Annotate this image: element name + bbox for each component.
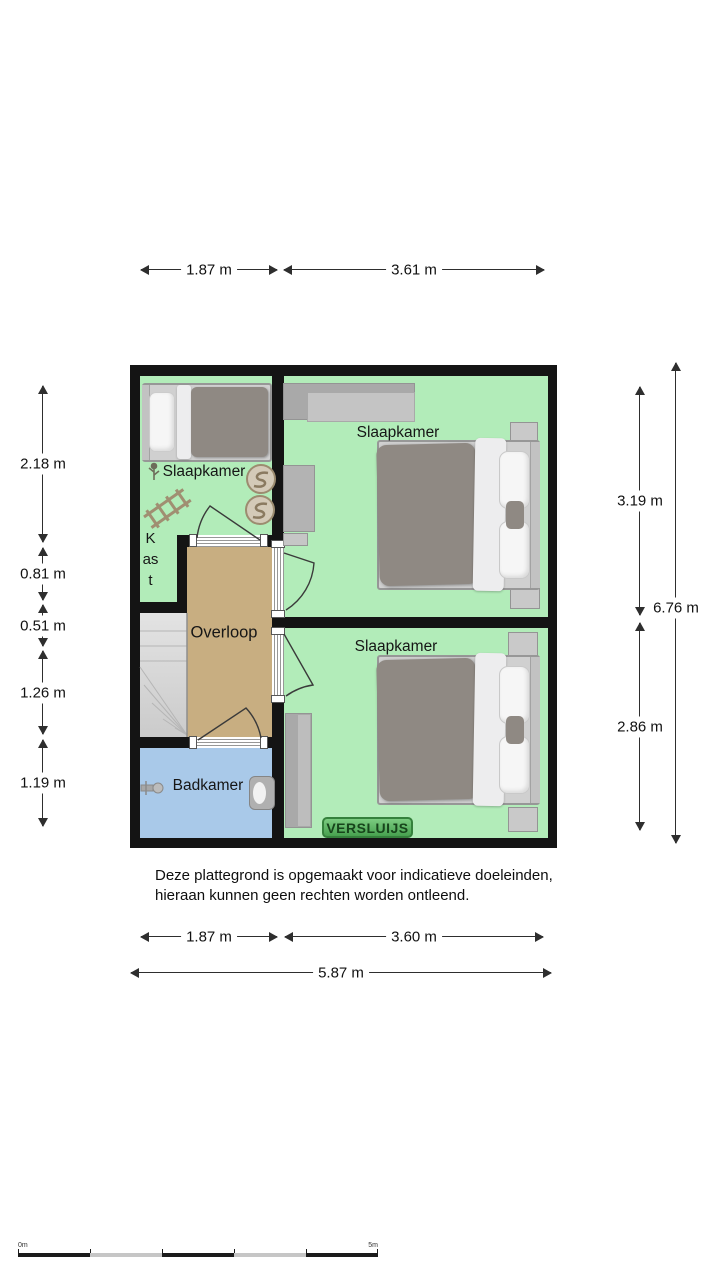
scale-label-start: 0m — [18, 1242, 28, 1249]
scale-bar-segment — [306, 1253, 378, 1257]
pouf-icon — [246, 496, 274, 524]
scale-bar-segment — [162, 1253, 234, 1257]
dimension-label: 2.18 m — [16, 454, 70, 475]
dimension-left-4 — [20, 650, 66, 735]
arrow-down-icon — [38, 818, 48, 827]
arrow-down-icon — [635, 607, 645, 616]
room-label-bedroom-bottom: Slaapkamer — [354, 638, 438, 655]
dimension-bottom-right — [284, 929, 544, 945]
arrow-down-icon — [38, 726, 48, 735]
scale-bar-segment — [18, 1253, 90, 1257]
dimension-label: 6.76 m — [649, 598, 703, 619]
arrow-up-icon — [671, 362, 681, 371]
plant-icon — [149, 464, 159, 481]
dimension-left-2 — [20, 547, 66, 601]
dimension-right-total — [653, 362, 699, 844]
dimension-left-5 — [20, 739, 66, 827]
dimension-left-1 — [20, 385, 66, 543]
faucet-icon — [141, 781, 163, 795]
scale-bar-segment — [234, 1253, 306, 1257]
arrow-right-icon — [535, 932, 544, 942]
dimension-label: 1.26 m — [16, 682, 70, 703]
dimension-left-3 — [20, 604, 66, 647]
scale-bar-track — [18, 1253, 378, 1257]
arrow-left-icon — [283, 265, 292, 275]
dimension-label: 3.61 m — [386, 262, 442, 279]
disclaimer-line-2: hieraan kunnen geen rechten worden ontleend. — [155, 887, 470, 904]
scale-bar — [18, 1242, 378, 1262]
room-label-bedroom-small: Slaapkamer — [162, 463, 246, 480]
arrow-down-icon — [38, 534, 48, 543]
arrow-up-icon — [635, 386, 645, 395]
room-label-bedroom-top: Slaapkamer — [356, 424, 440, 441]
dimension-label: 5.87 m — [313, 965, 369, 982]
dimension-label: 1.87 m — [181, 262, 237, 279]
room-label-landing: Overloop — [190, 623, 258, 642]
door-arc-bathroom — [198, 708, 261, 740]
arrow-down-icon — [38, 638, 48, 647]
arrow-right-icon — [543, 968, 552, 978]
dimension-right-upper — [617, 386, 663, 616]
arrow-up-icon — [38, 385, 48, 394]
brand-badge-label: VERSLUIJS — [326, 819, 409, 836]
dimension-label: 3.60 m — [386, 929, 442, 946]
arrow-up-icon — [38, 650, 48, 659]
arrow-down-icon — [671, 835, 681, 844]
dimension-label: 3.19 m — [613, 491, 667, 512]
arrow-left-icon — [284, 932, 293, 942]
dimension-top-left — [140, 262, 278, 278]
arrow-left-icon — [130, 968, 139, 978]
arrow-down-icon — [38, 592, 48, 601]
dimension-label: 1.87 m — [181, 929, 237, 946]
arrow-right-icon — [536, 265, 545, 275]
arrow-up-icon — [38, 739, 48, 748]
arrow-right-icon — [269, 265, 278, 275]
ladder-icon — [142, 486, 193, 531]
scale-bar-segment — [90, 1253, 162, 1257]
dimension-label: 1.19 m — [16, 773, 70, 794]
arrow-left-icon — [140, 265, 149, 275]
room-label-closet: Kast — [142, 530, 159, 589]
door-arc-bedroom-bottom — [284, 634, 313, 696]
arrow-up-icon — [38, 604, 48, 613]
pouf-icon — [247, 465, 275, 493]
arrow-right-icon — [269, 932, 278, 942]
dimension-right-lower — [617, 622, 663, 831]
dimension-bottom-left — [140, 929, 278, 945]
dimension-top-right — [283, 262, 545, 278]
dimension-label: 0.51 m — [16, 615, 70, 636]
stair-treads — [140, 631, 187, 735]
dimension-bottom-total — [130, 965, 552, 981]
dimension-label: 0.81 m — [16, 564, 70, 585]
arrow-left-icon — [140, 932, 149, 942]
door-arc-bedroom-top — [284, 553, 314, 610]
disclaimer-text — [155, 866, 575, 906]
disclaimer-line-1: Deze plattegrond is opgemaakt voor indicatieve doeleinden, — [155, 867, 553, 884]
arrow-up-icon — [635, 622, 645, 631]
dimension-label: 2.86 m — [613, 716, 667, 737]
arrow-down-icon — [635, 822, 645, 831]
arrow-up-icon — [38, 547, 48, 556]
scale-label-end: 5m — [368, 1242, 378, 1249]
room-label-bathroom: Badkamer — [172, 777, 244, 794]
brand-badge — [322, 817, 413, 838]
floor-plan — [130, 365, 557, 848]
plan-decorations-svg — [130, 365, 557, 848]
